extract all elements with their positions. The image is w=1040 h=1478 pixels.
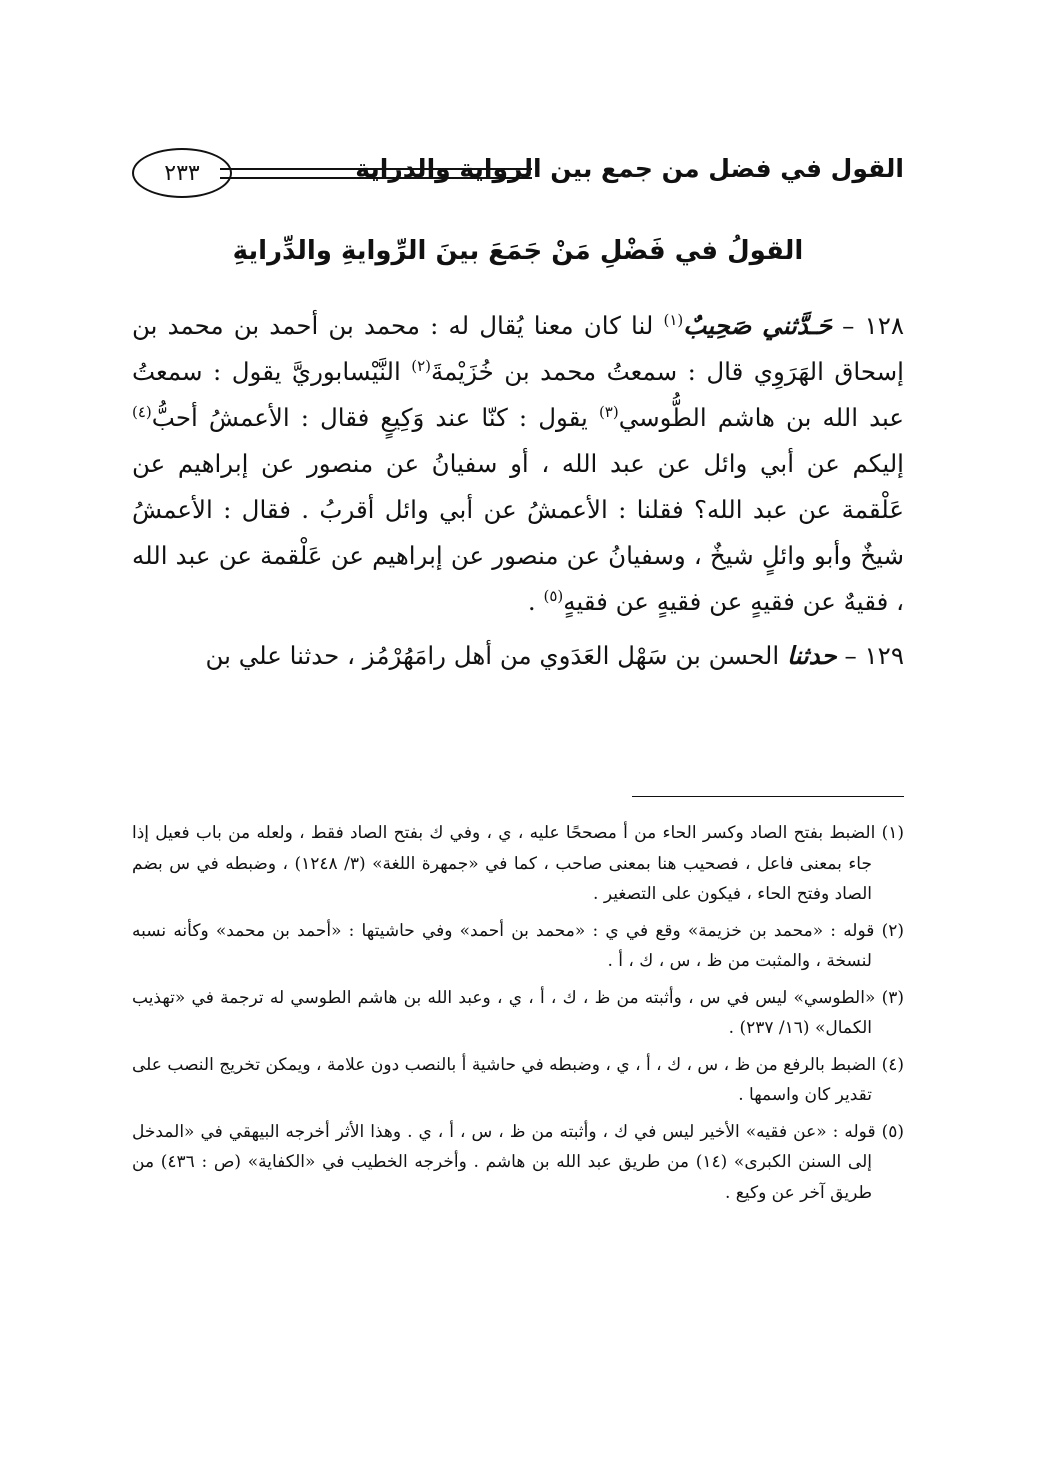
narration-verb: حدثنا <box>786 641 837 670</box>
main-text <box>132 303 904 679</box>
header-double-rule <box>220 168 532 179</box>
narration-verb: حَـدَّثني صَحِيبٌ <box>683 311 832 340</box>
footnote-1: (١) الضبط بفتح الصاد وكسر الحاء من أ مصححًا عليه ، ي ، وفي ك بفتح الصاد فقط ، ولعله من باب فعيل إذا جاء بمعنى فاعل ، فصحيب هنا بمعنى صاحب ، كما في «جمهرة اللغة» (٣/ ١٢٤٨) ، وضبطه في س بضم الصاد وفتح الحاء ، فيكون على التصغير . <box>132 823 904 904</box>
footnote-ref[interactable]: (٢) <box>411 356 431 375</box>
footnote-separator <box>632 796 904 797</box>
hadith-paragraph <box>132 303 904 625</box>
hadith-number: ١٢٨ – <box>842 311 905 340</box>
footnote-ref[interactable]: (٤) <box>132 402 152 421</box>
hadith-paragraph <box>132 633 904 679</box>
hadith-text: النَّيْسابوريَّ يقول : سمعتُ عبد الله بن هاشم الطُّوسي <box>132 357 904 432</box>
footnote-ref[interactable]: (٣) <box>598 402 619 421</box>
page-header <box>132 148 904 200</box>
page-number: ٢٣٣ <box>132 148 232 198</box>
section-title: القولُ في فَضْلِ مَنْ جَمَعَ بينَ الرِّوايةِ والدِّرايةِ <box>232 236 804 266</box>
running-title: القول في فضل من جمع بين الرواية والدراية <box>355 154 904 183</box>
hadith-text: يقول : كنّا عند وَكِيعٍ فقال : الأعمشُ أحبُّ <box>151 403 599 432</box>
hadith-text: . <box>527 587 544 616</box>
hadith-text: الحسن بن سَهْل العَدَوي من أهل رامَهُرْمُز ، حدثنا علي بن <box>205 641 787 670</box>
hadith-text: لنا كان معنا يُقال له : محمد بن أحمد بن محمد بن إسحاق الهَرَوِي قال : سمعتُ محمد بن خُزَيْمةَ <box>132 311 904 386</box>
footnote-2: (٢) قوله : «محمد بن خزيمة» وقع في ي : «محمد بن أحمد» وفي حاشيتها : «أحمد بن محمد» وكأنه نسبه لنسخة ، والمثبت من ظ ، س ، ك ، أ . <box>132 920 904 971</box>
footnote-3: (٣) «الطوسي» ليس في س ، وأثبته من ظ ، ك ، أ ، ي ، وعبد الله بن هاشم الطوسي له ترجمة في «تهذيب الكمال» (١٦/ ٢٣٧) . <box>132 987 904 1038</box>
footnote-4: (٤) الضبط بالرفع من ظ ، س ، ك ، أ ، ي ، وضبطه في حاشية أ بالنصب دون علامة ، ويمكن تخريج النصب على تقدير كان واسمها . <box>132 1054 904 1105</box>
hadith-text: إليكم عن أبي وائل عن عبد الله ، أو سفيانُ عن منصور عن إبراهيم عن عَلْقمة عن عبد الله؟ فقلنا : الأعمشُ عن أبي وائل أقربُ . فقال : الأعمشُ شيخٌ وأبو وائلٍ شيخٌ ، وسفيانُ عن منصور عن إبراهيم عن عَلْقمة عن عبد الله ، فقيهٌ عن فقيهٍ عن فقيهٍ عن فقيهٍ <box>132 449 904 616</box>
footnote-ref[interactable]: (١) <box>663 310 684 329</box>
footnote-ref[interactable]: (٥) <box>543 586 564 605</box>
footnotes <box>132 818 904 1214</box>
hadith-number: ١٢٩ – <box>844 641 904 670</box>
footnote-5: (٥) قوله : «عن فقيه» الأخير ليس في ك ، وأثبته من ظ ، س ، أ ، ي . وهذا الأثر أخرجه البيهقي في «المدخل إلى السنن الكبرى» (١٤) من طريق عبد الله بن هاشم . وأخرجه الخطيب في «الكفاية» (ص : ٤٣٦) من طريق آخر عن وكيع . <box>132 1121 904 1203</box>
